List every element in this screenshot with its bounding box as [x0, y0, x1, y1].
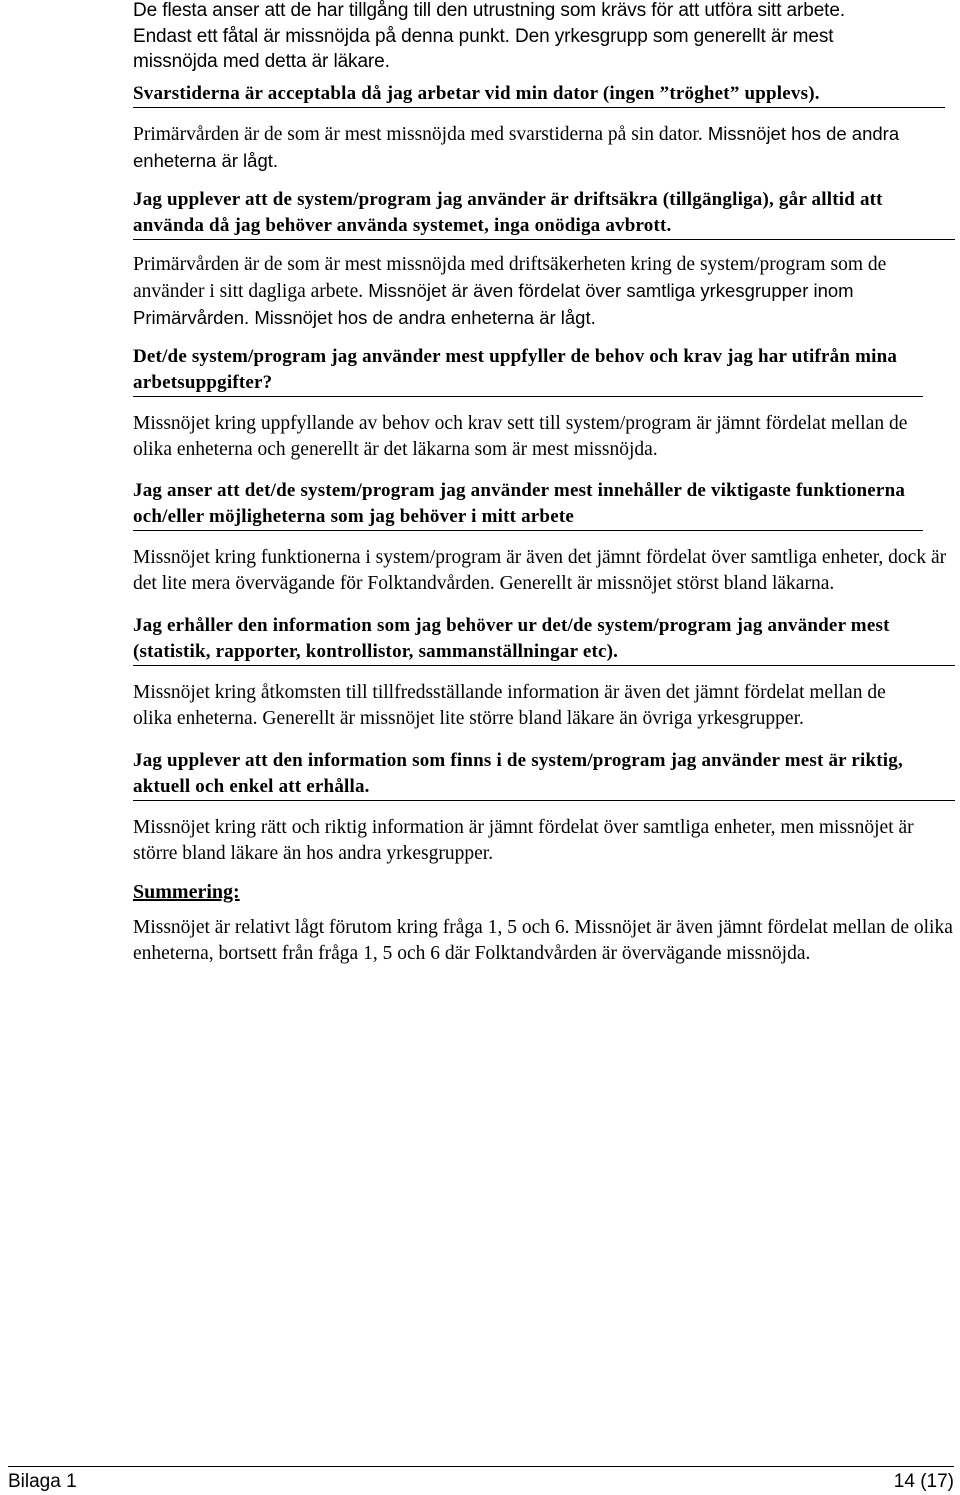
answer-4: Missnöjet kring funktionerna i system/program är även det jämnt fördelat över samtliga enheter, dock är det lite mera övervägande för Folktandvården. Generellt är missnöjet störst bland läkarna. — [133, 546, 947, 594]
question-5: Jag erhåller den information som jag behöver ur det/de system/program jag använder mest (statistik, rapporter, kontrollistor, sammanställningar etc). — [133, 613, 955, 666]
document-body — [133, 0, 955, 967]
question-6: Jag upplever att den information som finns i de system/program jag använder mest är riktig, aktuell och enkel att erhålla. — [133, 748, 955, 801]
question-2: Jag upplever att de system/program jag använder är driftsäkra (tillgängliga), går alltid att använda då jag behöver använda systemet, inga onödiga avbrott. — [133, 187, 955, 240]
answer-1-part-1: Primärvården är de som är mest missnöjda med svarstiderna på sin dator. — [133, 123, 703, 145]
answer-2-part-1: Primärvården är de som är mest missnöjda med driftsäkerheten kring de system/program som de använder i sitt dagliga arbete. — [133, 253, 887, 302]
answer-6: Missnöjet kring rätt och riktig information är jämnt fördelat över samtliga enheter, men missnöjet är större bland läkare än hos andra yrkesgrupper. — [133, 816, 914, 864]
summary-text: Missnöjet är relativt lågt förutom kring fråga 1, 5 och 6. Missnöjet är även jämnt fördelat mellan de olika enheterna, bortsett från fråga 1, 5 och 6 där Folktandvården är övervägande missnöjda. — [133, 916, 953, 964]
answer-5: Missnöjet kring åtkomsten till tillfredsställande information är även det jämnt fördelat mellan de olika enheterna. Generellt är missnöjet lite större bland läkare än övriga yrkesgrupper. — [133, 681, 886, 729]
intro-line-3: missnöjda med detta är läkare. — [133, 51, 390, 72]
summary-heading: Summering: — [133, 880, 240, 903]
answer-2-part-2: Missnöjet är även fördelat över samtliga yrkesgrupper inom Primärvården. Missnöjet hos de andra enheterna är lågt. — [133, 279, 854, 328]
intro-paragraph — [133, 0, 955, 75]
footer-page-number: 14 (17) — [893, 1471, 954, 1492]
footer-appendix-label: Bilaga 1 — [8, 1471, 77, 1492]
answer-3: Missnöjet kring uppfyllande av behov och krav sett till system/program är jämnt fördelat mellan de olika enheterna och generellt är det läkarna som är mest missnöjda. — [133, 412, 908, 460]
answer-2 — [133, 252, 933, 332]
question-4: Jag anser att det/de system/program jag använder mest innehåller de viktigaste funktionerna och/eller möjligheterna som jag behöver i mitt arbete — [133, 478, 923, 531]
answer-1-part-2: Missnöjet hos de andra enheterna är lågt. — [133, 122, 900, 171]
intro-line-1: De flesta anser att de har tillgång till den utrustning som krävs för att utföra sitt arbete. — [133, 0, 846, 21]
intro-line-2: Endast ett fåtal är missnöjda på denna punkt. Den yrkesgrupp som generellt är mest — [133, 25, 834, 47]
question-1: Svarstiderna är acceptabla då jag arbetar vid min dator (ingen ”tröghet” upplevs). — [133, 81, 945, 108]
answer-1 — [133, 121, 945, 175]
question-3: Det/de system/program jag använder mest uppfyller de behov och krav jag har utifrån mina arbetsuppgifter? — [133, 344, 923, 397]
